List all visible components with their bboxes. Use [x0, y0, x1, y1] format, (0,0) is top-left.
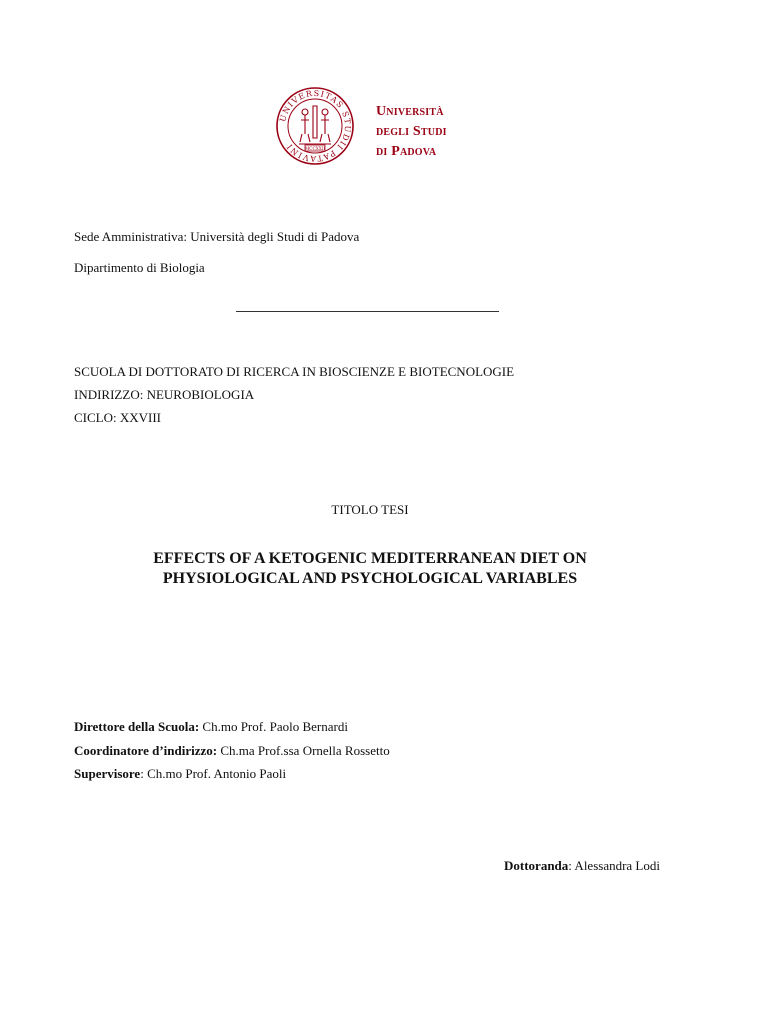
sede-amministrativa: Sede Amministrativa: Università degli Studi di Padova [74, 229, 360, 244]
university-name-line-1: Università [376, 104, 444, 119]
supervisore-label: Supervisore [74, 766, 141, 781]
university-name [376, 102, 447, 162]
seal-year: MCCXXII [305, 146, 325, 151]
university-logo [275, 86, 465, 166]
dipartimento: Dipartimento di Biologia [74, 260, 205, 275]
dottoranda-name: : Alessandra Lodi [568, 858, 660, 873]
thesis-title-line-2: PHYSIOLOGICAL AND PSYCHOLOGICAL VARIABLES [162, 570, 578, 587]
ciclo: CICLO: XXVIII [74, 410, 162, 425]
seal-ring-text: UNIVERSITAS STUDII PATAVINI [278, 88, 353, 164]
supervisore [74, 766, 286, 782]
thesis-title-line-1: EFFECTS OF A KETOGENIC MEDITERRANEAN DIET ON [153, 550, 587, 567]
indirizzo: INDIRIZZO: NEUROBIOLOGIA [74, 387, 255, 402]
dottoranda-label: Dottoranda [504, 858, 569, 873]
direttore-name: Ch.mo Prof. Paolo Bernardi [199, 719, 348, 734]
coordinatore [74, 743, 390, 759]
thesis-label: TITOLO TESI [331, 502, 409, 517]
scuola-dottorato: SCUOLA DI DOTTORATO DI RICERCA IN BIOSCIENZE E BIOTECNOLOGIE [74, 364, 515, 379]
supervisore-name: : Ch.mo Prof. Antonio Paoli [140, 766, 287, 781]
university-seal-icon [275, 86, 355, 166]
dottoranda [504, 858, 660, 874]
coordinatore-name: Ch.ma Prof.ssa Ornella Rossetto [217, 743, 390, 758]
svg-text:UNIVERSITAS STUDII PATAVINI [278, 89, 352, 163]
direttore-label: Direttore della Scuola: [74, 719, 200, 734]
coordinatore-label: Coordinatore d’indirizzo: [74, 743, 218, 758]
university-name-line-3: di Padova [376, 144, 437, 159]
direttore [74, 719, 348, 735]
university-name-line-2: degli Studi [376, 124, 447, 139]
separator-line [236, 311, 499, 312]
